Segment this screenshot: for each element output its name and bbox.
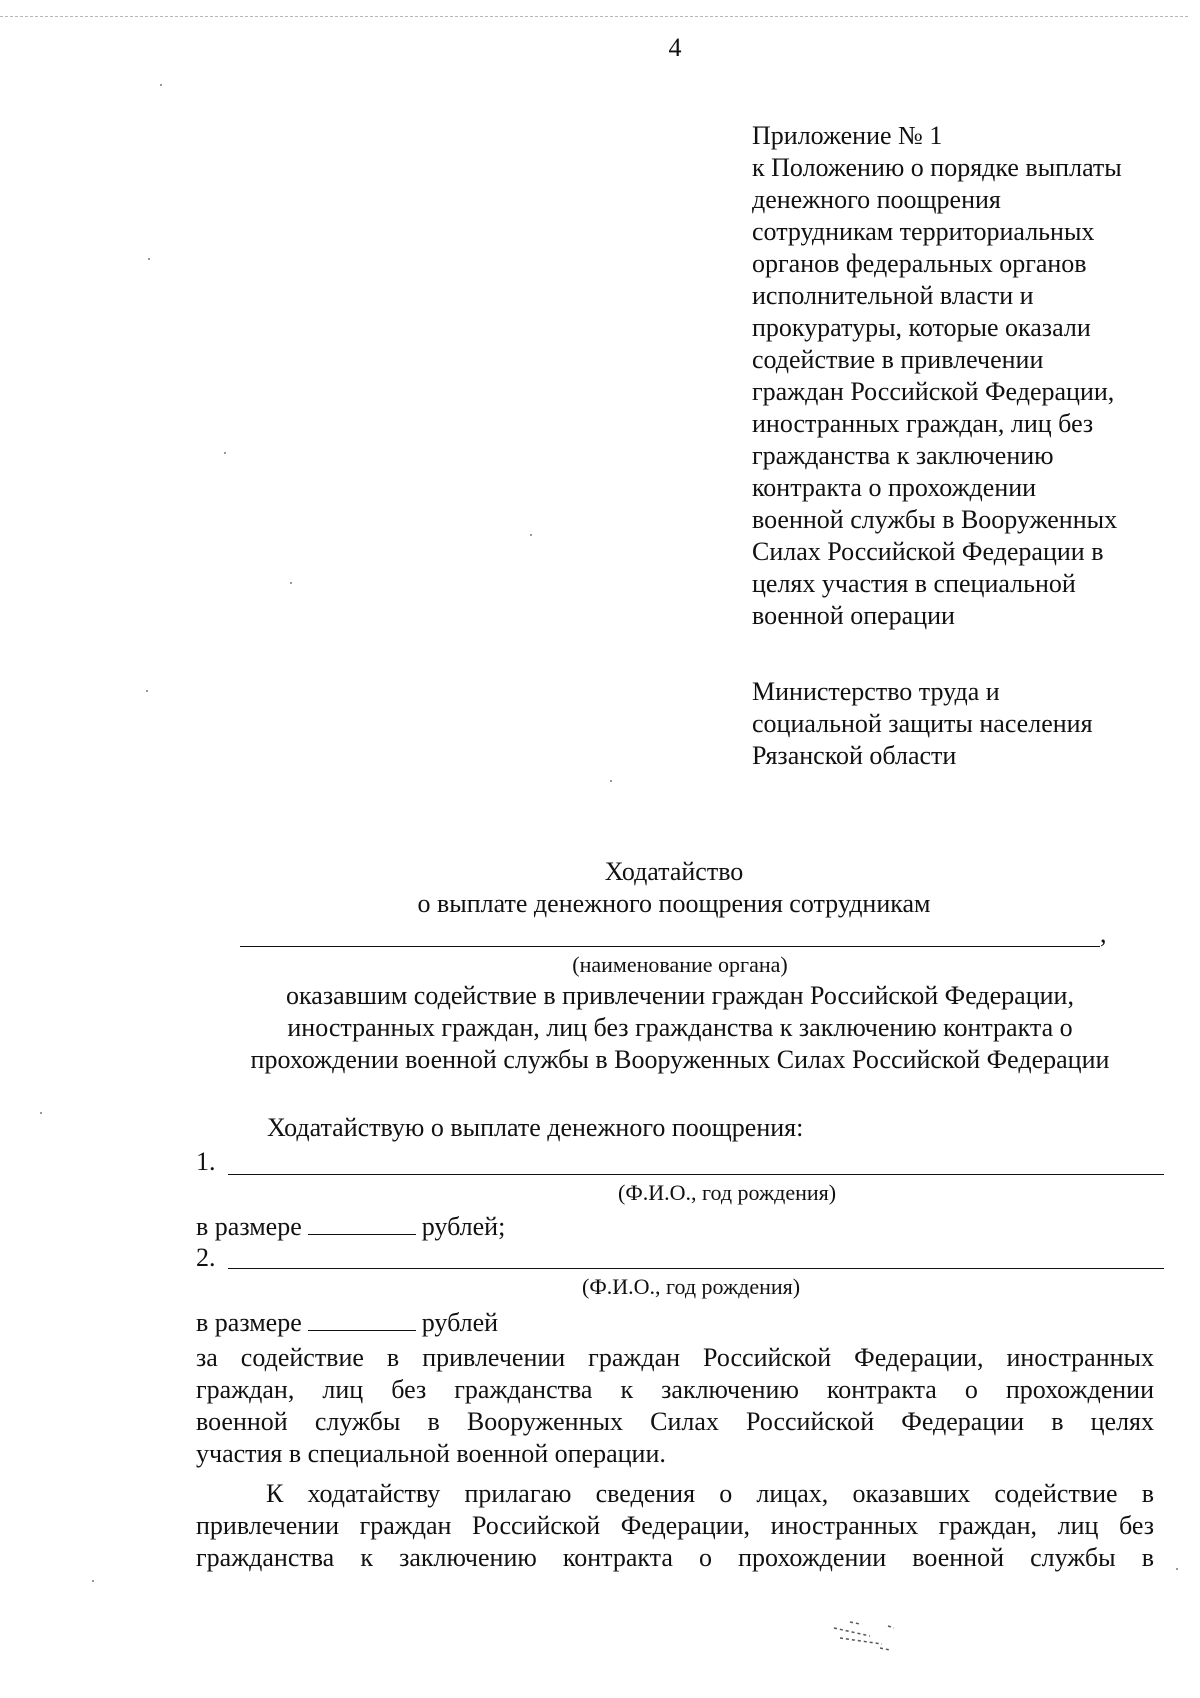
- organ-name-caption: (наименование органа): [572, 952, 788, 977]
- appendix-line: иностранных граждан, лиц без: [752, 409, 1094, 438]
- scan-speck: [224, 452, 226, 454]
- appendix-line: сотрудникам территориальных: [752, 217, 1095, 246]
- scan-speck: [92, 1580, 94, 1582]
- scan-marks: [830, 1614, 910, 1654]
- appendix-line: военной операции: [752, 601, 955, 630]
- scan-speck: [40, 1112, 42, 1114]
- purpose-paragraph: [196, 1342, 1154, 1470]
- appendix-line: Силах Российской Федерации в: [752, 537, 1104, 566]
- paragraph-line: за содействие в привлечении граждан Российской Федерации, иностранных: [196, 1343, 1154, 1372]
- nominee-name-blank: [228, 1268, 1164, 1269]
- scan-speck: [610, 780, 612, 782]
- scan-speck: [148, 258, 150, 260]
- appendix-line: прокуратуры, которые оказали: [752, 313, 1091, 342]
- amount-suffix: рублей: [421, 1308, 499, 1337]
- paragraph-line: граждан, лиц без гражданства к заключению контракта о прохождении: [196, 1375, 1154, 1404]
- nominee-amount-row: [196, 1210, 505, 1243]
- paragraph-line: военной службы в Вооруженных Силах Российской Федерации в целях: [196, 1407, 1154, 1436]
- page-number: 4: [668, 33, 682, 62]
- petition-intro: Ходатайствую о выплате денежного поощрения:: [267, 1113, 804, 1142]
- nominee-number: 1.: [196, 1147, 216, 1176]
- scan-speck: [160, 84, 162, 86]
- appendix-line: граждан Российской Федерации,: [752, 377, 1115, 406]
- nominee-name-blank: [228, 1174, 1164, 1175]
- appendix-heading: [752, 120, 1172, 632]
- addressee-line: социальной защиты населения: [752, 709, 1093, 738]
- appendix-line: военной службы в Вооруженных: [752, 505, 1118, 534]
- amount-blank: [308, 1306, 416, 1331]
- nominee-caption: (Ф.И.О., год рождения): [582, 1274, 801, 1299]
- addressee-block: [752, 676, 1172, 772]
- addressee-line: Рязанской области: [752, 741, 957, 770]
- addressee-line: Министерство труда и: [752, 677, 1000, 706]
- appendix-line: к Положению о порядке выплаты: [752, 153, 1122, 182]
- center-line: прохождении военной службы в Вооруженных Силах Российской Федерации: [250, 1045, 1110, 1074]
- appendix-line: Приложение № 1: [752, 121, 943, 150]
- center-line: оказавшим содействие в привлечении граждан Российской Федерации,: [286, 981, 1074, 1010]
- organ-name-comma: ,: [1100, 919, 1107, 948]
- appendix-line: контракта о прохождении: [752, 473, 1037, 502]
- appendix-line: гражданства к заключению: [752, 441, 1054, 470]
- nominee-caption: (Ф.И.О., год рождения): [618, 1180, 837, 1205]
- scan-speck: [146, 690, 148, 692]
- appendix-line: содействие в привлечении: [752, 345, 1044, 374]
- petition-title: Ходатайство: [604, 857, 744, 886]
- attachment-paragraph: [196, 1478, 1154, 1574]
- scan-edge-line: [0, 16, 1188, 17]
- center-line: иностранных граждан, лиц без гражданства к заключению контракта о: [287, 1013, 1073, 1042]
- nominee-amount-row: [196, 1306, 498, 1339]
- amount-suffix: рублей;: [421, 1212, 506, 1241]
- appendix-line: денежного поощрения: [752, 185, 1001, 214]
- amount-blank: [308, 1210, 416, 1235]
- paragraph-line: привлечении граждан Российской Федерации, иностранных граждан, лиц без: [196, 1511, 1154, 1540]
- petition-subtitle: о выплате денежного поощрения сотрудникам: [417, 889, 931, 918]
- scan-speck: [290, 582, 292, 584]
- paragraph-line: гражданства к заключению контракта о прохождении военной службы в: [196, 1543, 1154, 1572]
- amount-prefix: в размере: [196, 1308, 302, 1337]
- paragraph-line: участия в специальной военной операции.: [196, 1439, 666, 1468]
- appendix-line: исполнительной власти и: [752, 281, 1034, 310]
- organ-name-blank: [240, 946, 1100, 947]
- nominee-number: 2.: [196, 1243, 216, 1272]
- petition-center-text: [180, 980, 1180, 1076]
- appendix-line: органов федеральных органов: [752, 249, 1087, 278]
- appendix-line: целях участия в специальной: [752, 569, 1076, 598]
- scan-speck: [530, 534, 532, 536]
- amount-prefix: в размере: [196, 1212, 302, 1241]
- paragraph-line: К ходатайству прилагаю сведения о лицах, оказавших содействие в: [266, 1479, 1154, 1508]
- scan-speck: [1176, 1568, 1178, 1570]
